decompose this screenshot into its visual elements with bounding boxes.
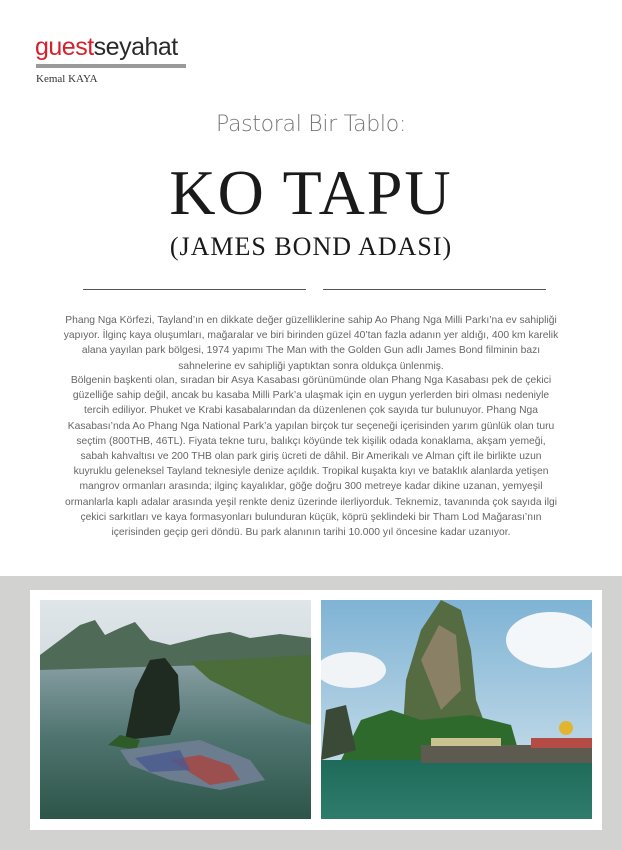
karst-island-image (321, 600, 592, 819)
heading-divider-left (83, 289, 306, 290)
brand-logo (35, 32, 178, 62)
brand-divider (36, 64, 186, 68)
heading-divider-right (323, 289, 546, 290)
brand-logo-guest: guest (35, 33, 94, 61)
photo-karst-island (321, 600, 592, 819)
photo-frame (30, 590, 602, 830)
article-kicker: Pastoral Bir Tablo: (215, 112, 407, 137)
article-paragraph: Phang Nga Körfezi, Tayland’ın en dikkate değer güzelliklerine sahip Ao Phang Nga Milli Parkı’na ev sahipliği yapıyor. İlginç kaya oluşumları, mağaralar ve biri birinden güzel 40’tan fazla adanın yer aldığı, 400 km karelik alana yayılan park bölgesi, 1974 yapımı The Man with the Golden Gun adlı James Bond filminin bazı sahnelerine ev sahipliği yaptıktan sonra oldukça ünlenmiş. (63, 315, 559, 372)
article-title: KO TAPU (169, 157, 453, 228)
aerial-village-image (40, 600, 311, 819)
photo-aerial-village (40, 600, 311, 819)
article-subtitle: (JAMES BOND ADASI) (169, 232, 453, 261)
article-paragraph: Bölgenin başkenti olan, sıradan bir Asya Kasabası görünümünde olan Phang Nga Kasabası pek de çekici güzelliğe sahip değil, ancak bu kasaba Milli Park’a ulaşmak için en uygun yerlerden biri olması nedeniyle tercih ediliyor. Phuket ve Krabi kasabalarından da düzenlenen çok sayıda tur bulunuyor. Phang Nga Kasabası’nda Ao Phang Nga National Park’a yapılan birçok tur seçeneği içerisinden yarım günlük olan turu seçtim (800THB, 46TL). Fiyata tekne turu, balıkçı köyünde tek kişilik odada konaklama, akşam yemeği, sabah kahvaltısı ve 200 THB olan park giriş ücreti de dâhil. Bir Amerikalı ve Alman çift ile birlikte uzun kuyruklu geleneksel Tayland teknesiyle denize açıldık. Tropikal kuşakta kıyı ve bataklık alanlarda yetişen mangrov ormanları arasında; ilginç kayalıklar, göğe doğru 300 metreye kadar dikine uzanan, yemyeşil ormanlarla kaplı adalar arasında yeşil renkte deniz üzerinde ilerliyorduk. Teknemiz, tavanında çok sayıda ilgi çekici sarkıtları ve kaya formasyonları bulunduran küçük, köprü şeklindeki bir Tham Lod Mağarası’nın içerisinden geçip geri döndü. Bu park alanının tarihi 10.000 yıl öncesine kadar uzanıyor. (64, 375, 558, 539)
photo-gallery (0, 576, 622, 850)
brand-logo-seyahat: seyahat (93, 33, 178, 61)
author-name: Kemal KAYA (36, 73, 98, 85)
